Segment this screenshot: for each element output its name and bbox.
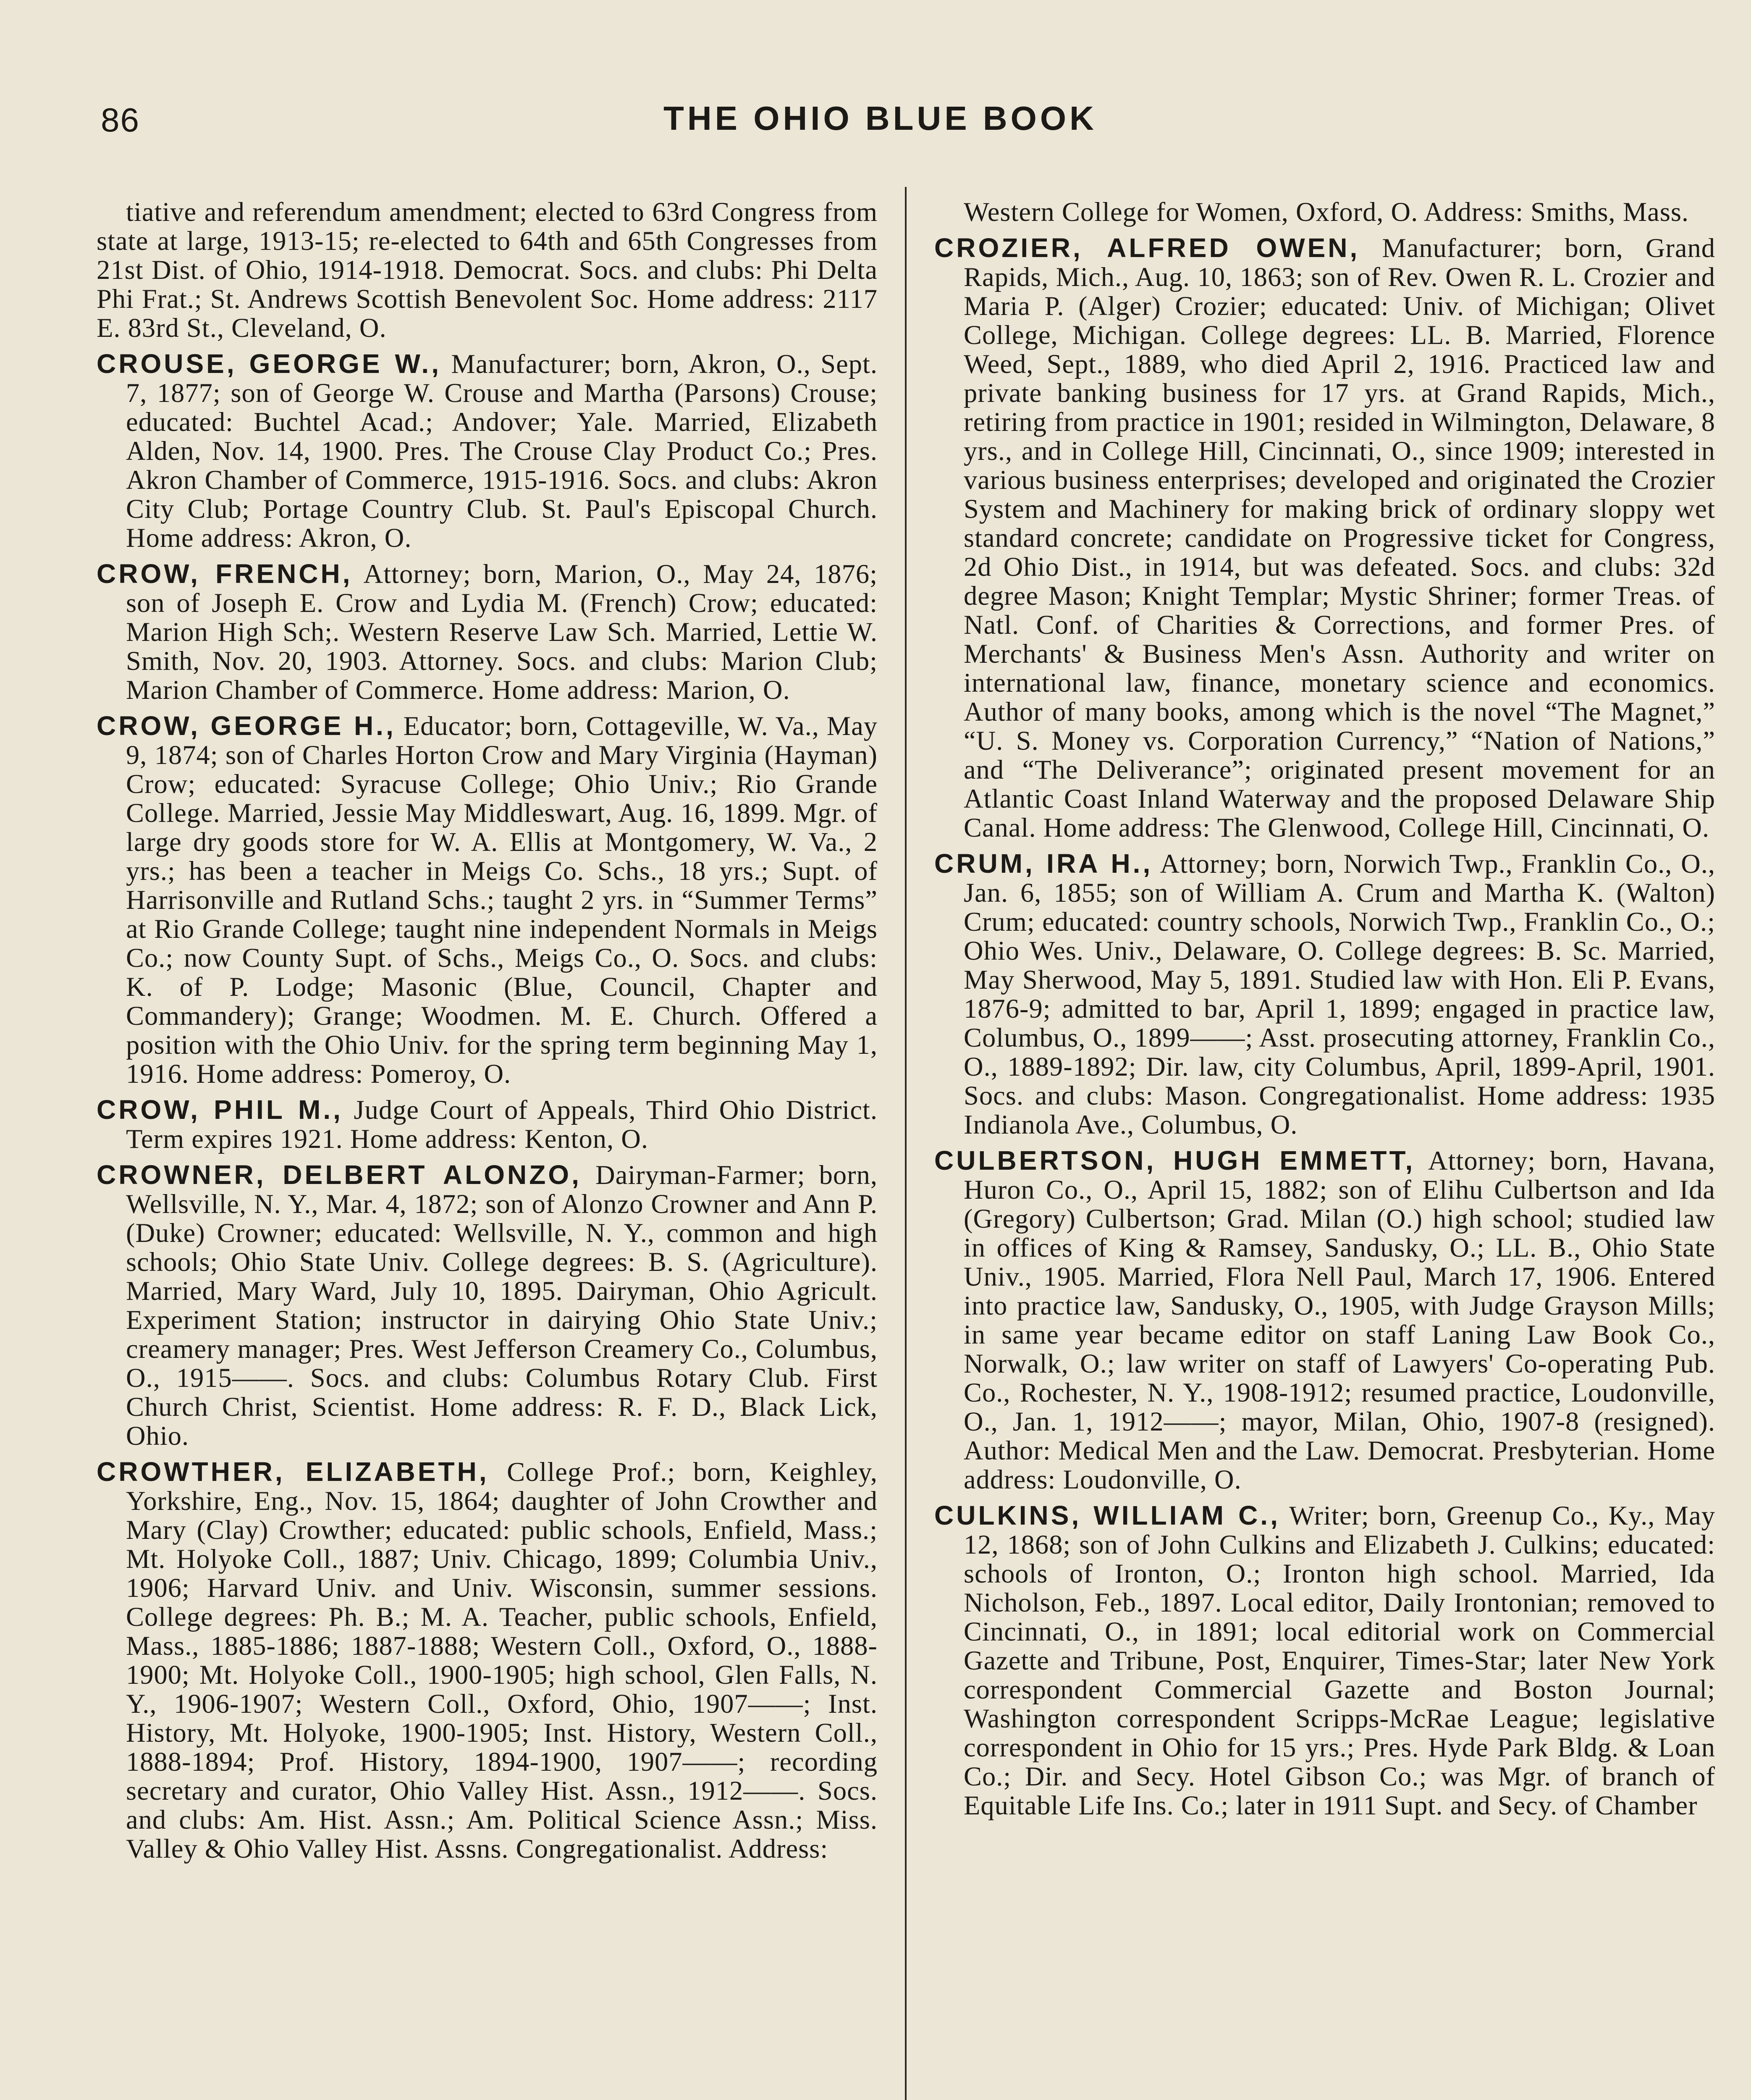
page-number: 86: [101, 101, 140, 139]
entry-name: CROW, FRENCH,: [97, 559, 353, 589]
entry-name: CROW, PHIL M.,: [97, 1095, 343, 1125]
column-divider: [905, 187, 907, 2100]
right-column: [934, 197, 1715, 1827]
biography-entry: [97, 1160, 878, 1450]
entry-name: CROWNER, DELBERT ALONZO,: [97, 1160, 582, 1190]
entry-name: CROUSE, GEORGE W.,: [97, 349, 441, 379]
entry-name: CULKINS, WILLIAM C.,: [934, 1500, 1280, 1530]
entry-text: Manufacturer; born, Akron, O., Sept. 7, 1877; son of George W. Crouse and Martha (Parsons) Crouse; educated: Buchtel Acad.; Andover; Yale. Married, Elizabeth Alden, Nov. 14, 1900. Pres. The Crouse Clay Product Co.; Pres. Akron Chamber of Commerce, 1915-1916. Socs. and clubs: Akron City Club; Portage Country Club. St. Paul's Episcopal Church. Home address: Akron, O.: [126, 349, 878, 553]
left-column: [97, 197, 878, 1870]
running-head: THE OHIO BLUE BOOK: [663, 100, 1097, 137]
entry-text: Attorney; born, Marion, O., May 24, 1876; son of Joseph E. Crow and Lydia M. (French) Crow; educated: Marion High Sch;. Western Reserve Law Sch. Married, Lettie W. Smith, Nov. 20, 1903. Attorney. Socs. and clubs: Marion Club; Marion Chamber of Commerce. Home address: Marion, O.: [126, 559, 878, 705]
entry-name: CROWTHER, ELIZABETH,: [97, 1457, 489, 1487]
entry-text: Judge Court of Appeals, Third Ohio District. Term expires 1921. Home address: Kenton, O.: [126, 1095, 878, 1154]
entry-text: Attorney; born, Norwich Twp., Franklin Co., O., Jan. 6, 1855; son of William A. Crum and Martha K. (Walton) Crum; educated: country schools, Norwich Twp., Franklin Co., O.; Ohio Wes. Univ., Delaware, O. College degrees: B. Sc. Married, May Sherwood, May 5, 1891. Studied law with Hon. Eli P. Evans, 1876-9; admitted to bar, April 1, 1899; engaged in practice law, Columbus, O., 1899——; Asst. prosecuting attorney, Franklin Co., O., 1889-1892; Dir. law, city Columbus, April, 1899-April, 1901. Socs. and clubs: Mason. Congregationalist. Home address: 1935 Indianola Ave., Columbus, O.: [964, 849, 1715, 1139]
biography-entry: [934, 234, 1715, 842]
biography-entry: [97, 1457, 878, 1863]
biography-entry: [97, 711, 878, 1088]
entry-text: Writer; born, Greenup Co., Ky., May 12, 1868; son of John Culkins and Elizabeth J. Culkins; educated: schools of Ironton, O.; Ironton high school. Married, Ida Nicholson, Feb., 1897. Local editor, Daily Irontonian; removed to Cincinnati, O., in 1891; local editorial work on Commercial Gazette and Tribune, Post, Enquirer, Times-Star; later New York correspondent Commercial Gazette and Boston Journal; Washington correspondent Scripps-McRae League; legislative correspondent in Ohio for 15 yrs.; Pres. Hyde Park Bldg. & Loan Co.; Dir. and Secy. Hotel Gibson Co.; was Mgr. of branch of Equitable Life Ins. Co.; later in 1911 Supt. and Secy. of Chamber: [964, 1501, 1716, 1820]
continued-entry-text: Western College for Women, Oxford, O. Address: Smiths, Mass.: [964, 197, 1689, 227]
continued-entry-text: tiative and referendum amendment; elected to 63rd Congress from state at large, 1913-15; re-elected to 64th and 65th Congresses from 21st Dist. of Ohio, 1914-1918. Democrat. Socs. and clubs: Phi Delta Phi Frat.; St. Andrews Scottish Benevolent Soc. Home address: 2117 E. 83rd St., Cleveland, O.: [97, 197, 878, 343]
biography-entry: [934, 1501, 1715, 1820]
entry-name: CROZIER, ALFRED OWEN,: [934, 233, 1360, 263]
biography-entry: [97, 559, 878, 704]
biography-entry: [934, 1146, 1715, 1494]
entry-text: Manufacturer; born, Grand Rapids, Mich., Aug. 10, 1863; son of Rev. Owen R. L. Crozier and Maria P. (Alger) Crozier; educated: Univ. of Michigan; Olivet College, Michigan. College degrees: LL. B. Married, Florence Weed, Sept., 1889, who died April 2, 1916. Practiced law and private banking business for 17 yrs. at Grand Rapids, Mich., retiring from practice in 1901; resided in Wilmington, Delaware, 8 yrs., and in College Hill, Cincinnati, O., since 1909; interested in various business enterprises; developed and originated the Crozier System and Machinery for making brick of ordinary sloppy wet standard concrete; candidate on Progressive ticket for Congress, 2d Ohio Dist., in 1914, but was defeated. Socs. and clubs: 32d degree Mason; Knight Templar; Mystic Shriner; former Treas. of Natl. Conf. of Charities & Corrections, and former Pres. of Merchants' & Business Men's Assn. Authority and writer on international law, finance, monetary science and economics. Author of many books, among which is the novel “The Magnet,” “U. S. Money vs. Corporation Currency,” “Nation of Nations,” and “The Deliverance”; originated present movement for an Atlantic Coast Inland Waterway and the proposed Delaware Ship Canal. Home address: The Glenwood, College Hill, Cincinnati, O.: [964, 233, 1716, 843]
entry-name: CRUM, IRA H.,: [934, 848, 1153, 879]
biography-entry: [97, 349, 878, 552]
entry-name: CULBERTSON, HUGH EMMETT,: [934, 1145, 1415, 1176]
entry-text: Dairyman-Farmer; born, Wellsville, N. Y., Mar. 4, 1872; son of Alonzo Crowner and Ann P. (Duke) Crowner; educated: Wellsville, N. Y., common and high schools; Ohio State Univ. College degrees: B. S. (Agriculture). Married, Mary Ward, July 10, 1895. Dairyman, Ohio Agricult. Experiment Station; instructor in dairying Ohio State Univ.; creamery manager; Pres. West Jefferson Creamery Co., Columbus, O., 1915——. Socs. and clubs: Columbus Rotary Club. First Church Christ, Scientist. Home address: R. F. D., Black Lick, Ohio.: [126, 1160, 878, 1451]
entry-name: CROW, GEORGE H.,: [97, 711, 396, 741]
biography-entry: [97, 1095, 878, 1153]
entry-text: Attorney; born, Havana, Huron Co., O., April 15, 1882; son of Elihu Culbertson and Ida (Gregory) Culbertson; Grad. Milan (O.) high school; studied law in offices of King & Ramsey, Sandusky, O.; LL. B., Ohio State Univ., 1905. Married, Flora Nell Paul, March 17, 1906. Entered into practice law, Sandusky, O., 1905, with Judge Grayson Mills; in same year became editor on staff Laning Law Book Co., Norwalk, O.; law writer on staff of Lawyers' Co-operating Pub. Co., Rochester, N. Y., 1908-1912; resumed practice, Loudonville, O., Jan. 1, 1912——; mayor, Milan, Ohio, 1907-8 (resigned). Author: Medical Men and the Law. Democrat. Presbyterian. Home address: Loudonville, O.: [964, 1146, 1715, 1494]
entry-text: Educator; born, Cottageville, W. Va., May 9, 1874; son of Charles Horton Crow and Mary Virginia (Hayman) Crow; educated: Syracuse College; Ohio Univ.; Rio Grande College. Married, Jessie May Middleswart, Aug. 16, 1899. Mgr. of large dry goods store for W. A. Ellis at Montgomery, W. Va., 2 yrs.; has been a teacher in Meigs Co. Schs., 18 yrs.; Supt. of Harrisonville and Rutland Schs.; taught 2 yrs. in “Summer Terms” at Rio Grande College; taught nine independent Normals in Meigs Co.; now County Supt. of Schs., Meigs Co., O. Socs. and clubs: K. of P. Lodge; Masonic (Blue, Council, Chapter and Commandery); Grange; Woodmen. M. E. Church. Offered a position with the Ohio Univ. for the spring term beginning May 1, 1916. Home address: Pomeroy, O.: [126, 711, 878, 1089]
biography-entry: [934, 849, 1715, 1139]
entry-text: College Prof.; born, Keighley, Yorkshire, Eng., Nov. 15, 1864; daughter of John Crowther and Mary (Clay) Crowther; educated: public schools, Enfield, Mass.; Mt. Holyoke Coll., 1887; Univ. Chicago, 1899; Columbia Univ., 1906; Harvard Univ. and Univ. Wisconsin, summer sessions. College degrees: Ph. B.; M. A. Teacher, public schools, Enfield, Mass., 1885-1886; 1887-1888; Western Coll., Oxford, O., 1888-1900; Mt. Holyoke Coll., 1900-1905; high school, Glen Falls, N. Y., 1906-1907; Western Coll., Oxford, Ohio, 1907——; Inst. History, Mt. Holyoke, 1900-1905; Inst. History, Western Coll., 1888-1894; Prof. History, 1894-1900, 1907——; recording secretary and curator, Ohio Valley Hist. Assn., 1912——. Socs. and clubs: Am. Hist. Assn.; Am. Political Science Assn.; Miss. Valley & Ohio Valley Hist. Assns. Congregationalist. Address:: [126, 1457, 878, 1864]
